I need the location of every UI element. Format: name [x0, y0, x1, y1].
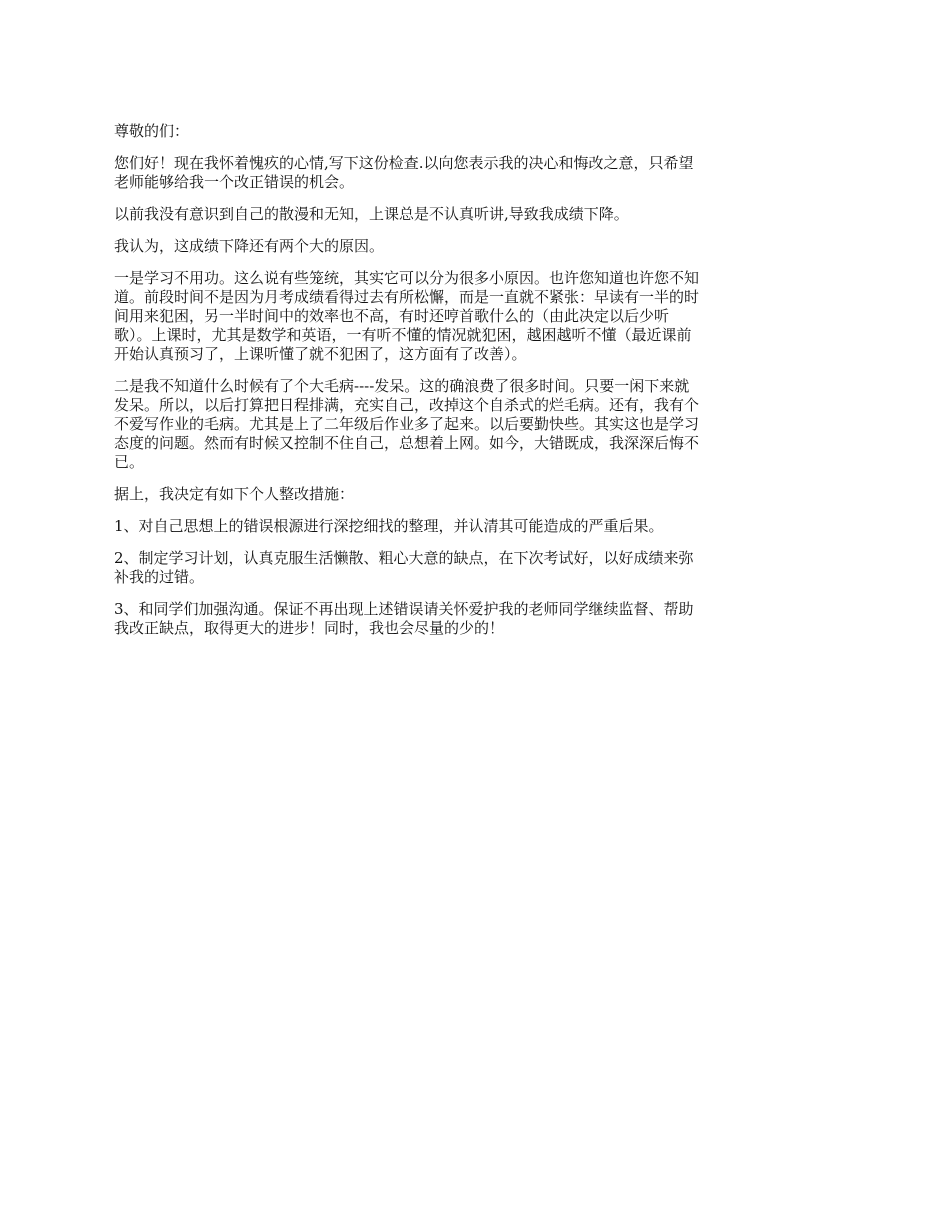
document-page	[114, 122, 834, 651]
paragraph-reason-two: 二是我不知道什么时候有了个大毛病----发呆。这的确浪费了很多时间。只要一闲下来就 发呆。所以，以后打算把日程排满，充实自己，改掉这个自杀式的烂毛病。还有，我有个 不爱写作业的毛病。尤其是上了二年级后作业多了起来。以后要勤快些。其实这也是学习 态度的问题。然而有时候又控制不住自己，总想着上网。如今，大错既成，我深深后悔不 已。	[114, 377, 700, 471]
paragraph-greeting: 您们好！现在我怀着愧疚的心情,写下这份检查.以向您表示我的决心和悔改之意，只希望 老师能够给我一个改正错误的机会。	[114, 154, 694, 191]
measure-item-3: 3、和同学们加强沟通。保证不再出现上述错误请关怀爱护我的老师同学继续监督、帮助 我改正缺点，取得更大的进步！同时，我也会尽量的少的！	[114, 600, 694, 637]
measure-item-1: 1、对自己思想上的错误根源进行深挖细找的整理，并认清其可能造成的严重后果。	[114, 517, 664, 535]
measure-item-2: 2、制定学习计划，认真克服生活懒散、粗心大意的缺点，在下次考试好，以好成绩来弥 补我的过错。	[114, 549, 694, 586]
salutation: 尊敬的们：	[114, 122, 190, 140]
paragraph-reasons-intro: 我认为，这成绩下降还有两个大的原因。	[114, 237, 385, 255]
paragraph-measures-intro: 据上，我决定有如下个人整改措施：	[114, 485, 355, 503]
paragraph-reason-one: 一是学习不用功。这么说有些笼统，其实它可以分为很多小原因。也许您知道也许您不知 道。前段时间不是因为月考成绩看得过去有所松懈，而是一直就不紧张：早读有一半的时 间用来犯困，另一半时间中的效率也不高，有时还哼首歌什么的（由此决定以后少听 歌）。上课时，尤其是数学和英语，一有听不懂的情况就犯困，越困越听不懂（最近课前 开始认真预习了，上课听懂了就不犯困了，这方面有了改善）。	[114, 269, 700, 363]
paragraph-past: 以前我没有意识到自己的散漫和无知，上课总是不认真听讲,导致我成绩下降。	[114, 205, 629, 223]
